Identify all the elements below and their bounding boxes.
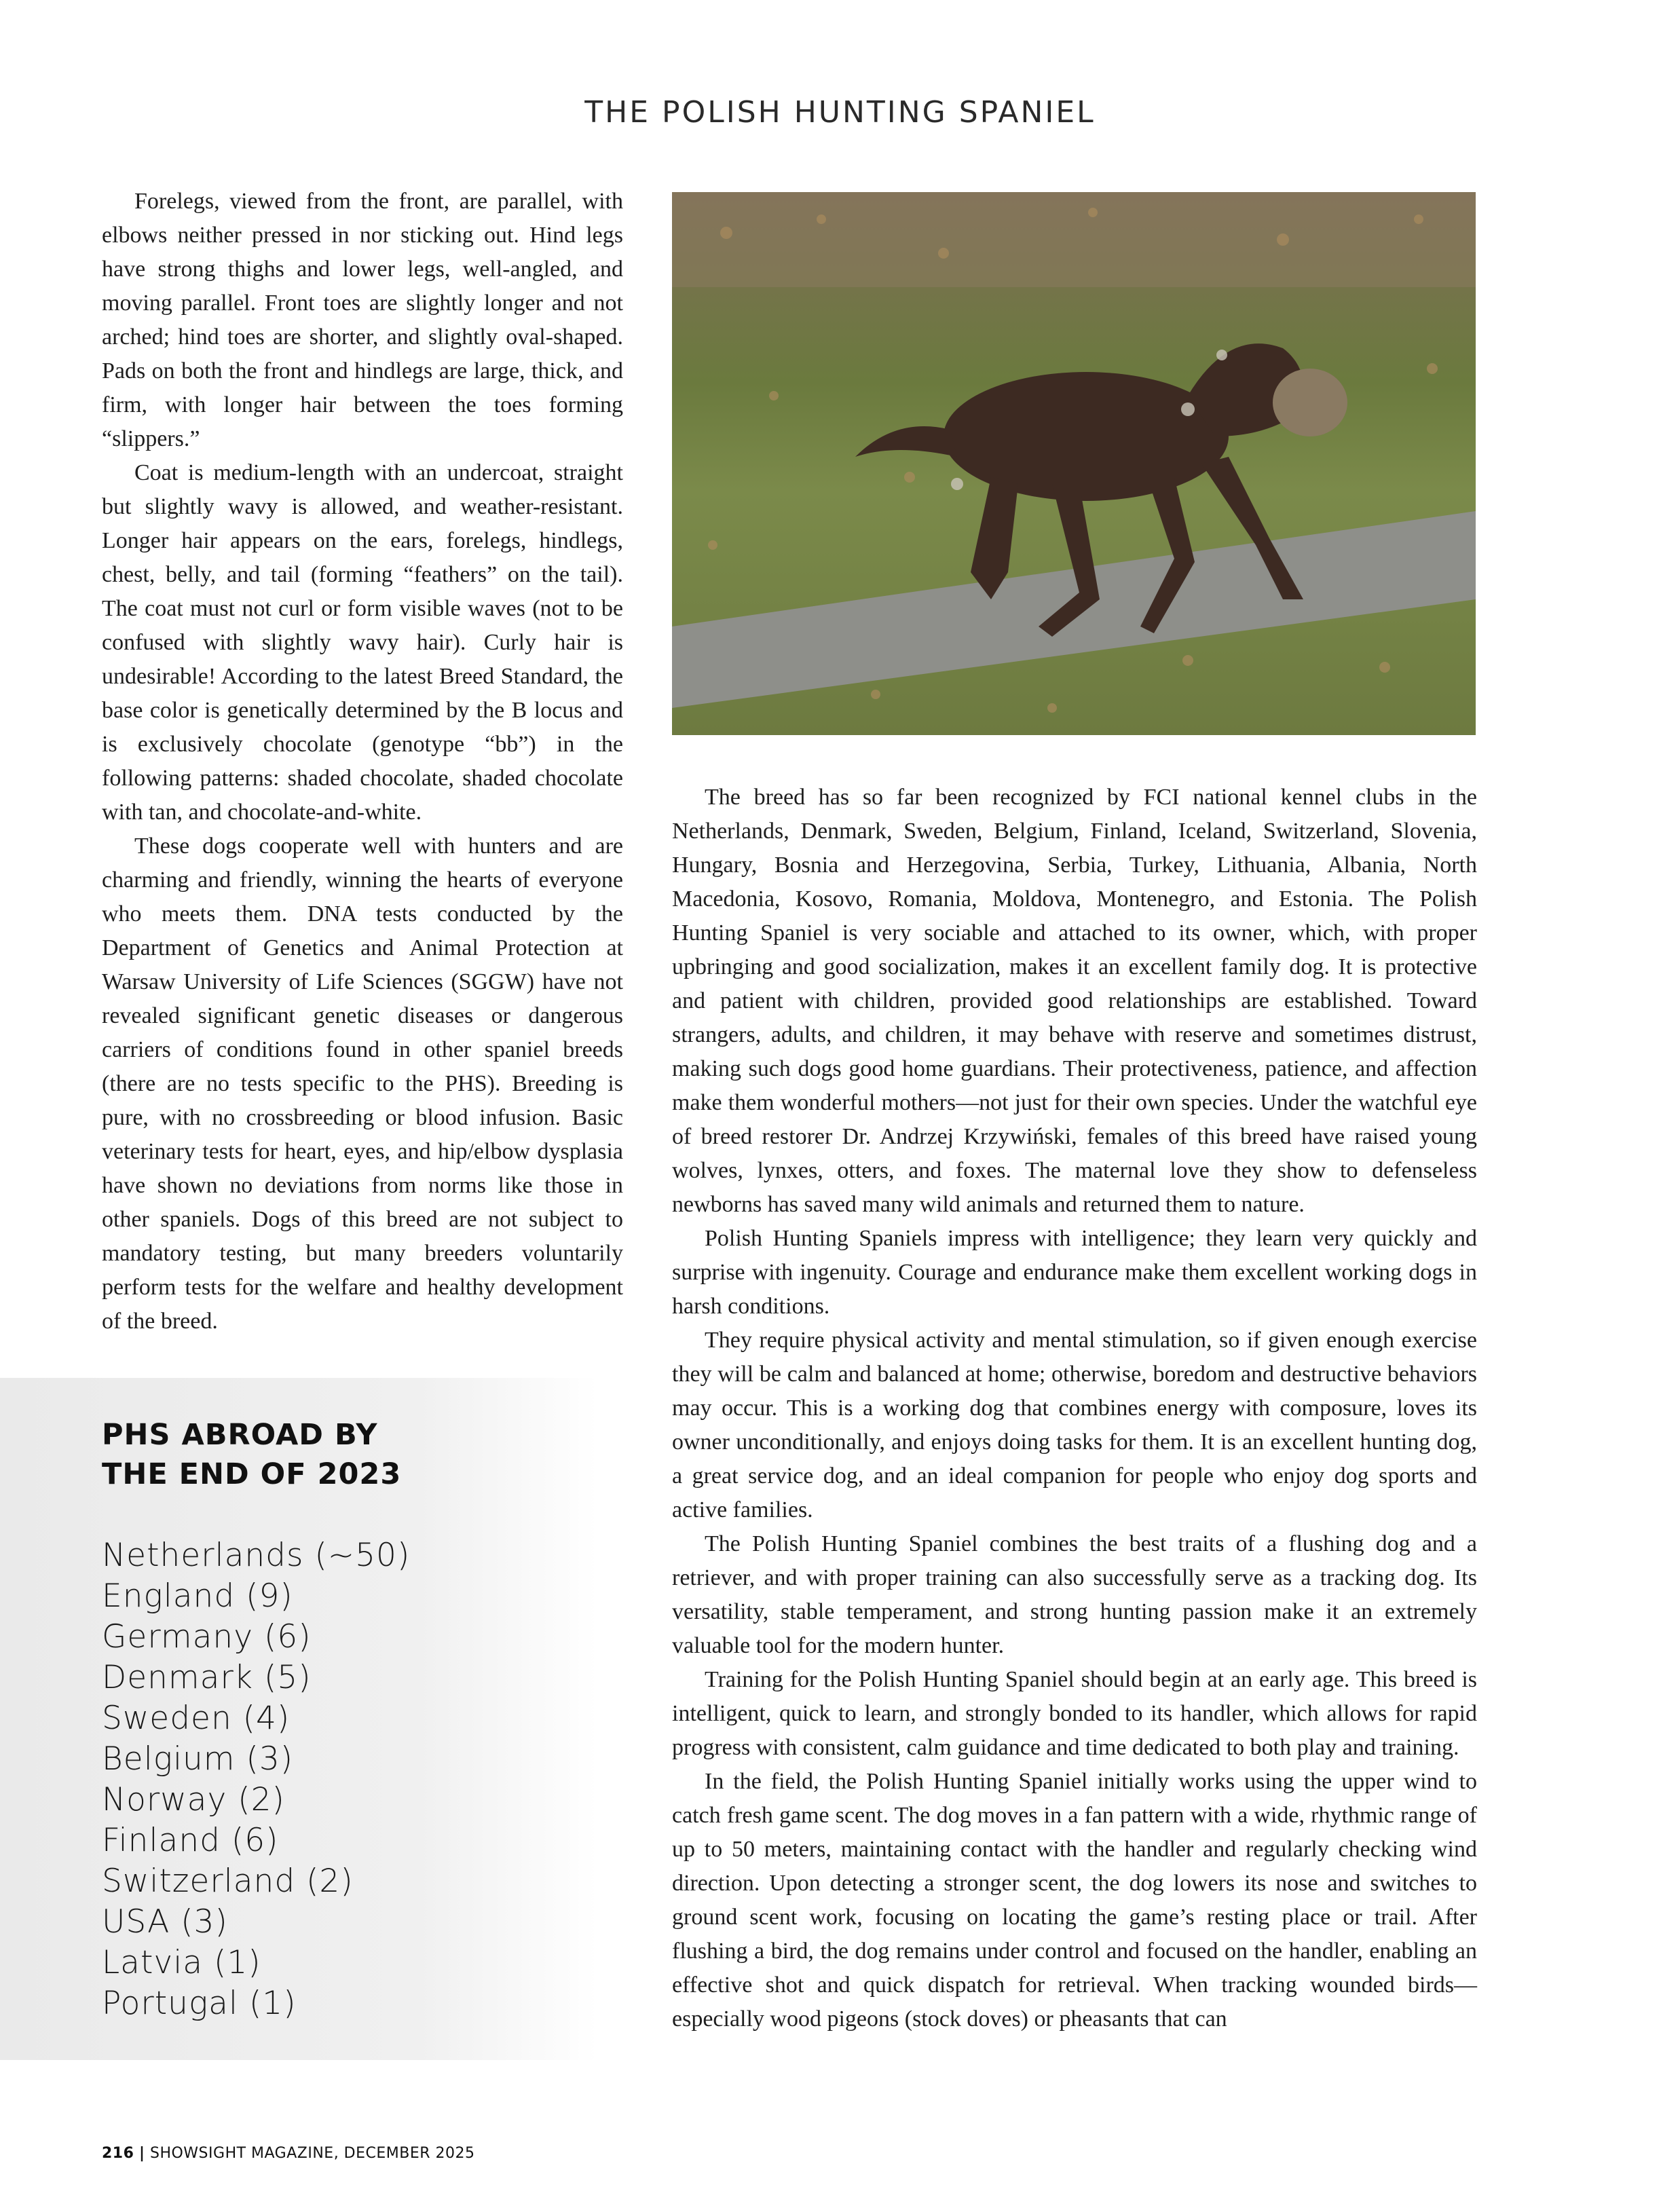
dog-photo	[672, 192, 1476, 735]
paragraph: Training for the Polish Hunting Spaniel should begin at an early age. This breed is intelligent, quick to learn, and strongly bonded to its handler, which allows for rapid progress with consistent, calm guidance and time dedicated to both play and training.	[672, 1667, 1477, 1760]
paragraph: Forelegs, viewed from the front, are parallel, with elbows neither pressed in nor sticking out. Hind legs have strong thighs and lower legs, well-angled, and moving parallel. Front toes are slightly longer and not arched; hind toes are shorter, and slightly oval-shaped. Pads on both the front and hindlegs are large, thick, and firm, with longer hair between the toes forming “slippers.”	[102, 189, 623, 451]
paragraph: The Polish Hunting Spaniel combines the best traits of a flushing dog and a retriever, and with proper training can also successfully serve as a tracking dog. Its versatility, stable temperament, and strong hunting passion make it an extremely valuable tool for the modern hunter.	[672, 1531, 1477, 1658]
paragraph: Polish Hunting Spaniels impress with intelligence; they learn very quickly and surprise with ingenuity. Courage and endurance make them excellent working dogs in harsh conditions.	[672, 1226, 1477, 1319]
right-column	[672, 781, 1477, 2036]
running-head: THE POLISH HUNTING SPANIEL	[584, 95, 1096, 130]
paragraph: The breed has so far been recognized by FCI national kennel clubs in the Netherlands, Denmark, Sweden, Belgium, Finland, Iceland, Switzerland, Slovenia, Hungary, Bosnia and Herzegovina, Serbia, Turkey, Lithuania, Albania, North Macedonia, Kosovo, Romania, Moldova, Montenegro, and Estonia. The Polish Hunting Spaniel is very sociable and attached to its owner, which, with proper upbringing and good socialization, makes it an excellent family dog. It is protective and patient with children, provided good relationships are established. Toward strangers, adults, and children, it may behave with reserve and sometimes distrust, making such dogs good home guardians. Their protectiveness, patience, and affection make them wonderful mothers—not just for their own species. Under the watchful eye of breed restorer Dr. Andrzej Krzywiński, females of this breed have raised young wolves, lynxes, otters, and foxes. The maternal love they show to defenseless newborns has saved many wild animals and returned them to nature.	[672, 785, 1477, 1217]
list-item: Latvia (1)	[102, 1944, 261, 1981]
publication-line: SHOWSIGHT MAGAZINE, DECEMBER 2025	[149, 2145, 475, 2162]
left-column	[102, 185, 623, 1339]
page-footer	[102, 2145, 475, 2162]
paragraph: In the field, the Polish Hunting Spaniel initially works using the upper wind to catch fresh game scent. The dog moves in a fan pattern with a wide, rhythmic range of up to 50 meters, maintaining contact with the handler and regularly checking wind direction. Upon detecting a stronger scent, the dog lowers its nose and switches to ground scent work, focusing on locating the game’s resting place or trail. After flushing a bird, the dog remains under control and focused on the handler, enabling an effective shot and quick dispatch for retrieval. When tracking wounded birds—especially wood pigeons (stock doves) or pheasants that can	[672, 1769, 1477, 2032]
sidebar-title-line: THE END OF 2023	[102, 1457, 402, 1491]
country-list	[102, 1535, 410, 2024]
list-item: Finland (6)	[102, 1822, 279, 1859]
list-item: Denmark (5)	[102, 1659, 312, 1696]
paragraph: Coat is medium-length with an undercoat, straight but slightly wavy is allowed, and weather-resistant. Longer hair appears on the ears, forelegs, hindlegs, chest, belly, and tail (forming “feathers” on the tail). The coat must not curl or form visible waves (not to be confused with slightly wavy hair). Curly hair is undesirable! According to the latest Breed Standard, the base color is genetically determined by the B locus and is exclusively chocolate (genotype “bb”) in the following patterns: shaded chocolate, shaded chocolate with tan, and chocolate-and-white.	[102, 460, 623, 825]
sidebar-title	[102, 1415, 536, 1494]
list-item: Switzerland (2)	[102, 1863, 354, 1900]
list-item: Portugal (1)	[102, 1985, 297, 2022]
sidebar-title-line: PHS ABROAD BY	[102, 1418, 378, 1452]
paragraph: These dogs cooperate well with hunters and are charming and friendly, winning the hearts of everyone who meets them. DNA tests conducted by the Department of Genetics and Animal Protection at Warsaw University of Life Sciences (SGGW) have not revealed significant genetic diseases or dangerous carriers of conditions found in other spaniel breeds (there are no tests specific to the PHS). Breeding is pure, with no crossbreeding or blood infusion. Basic veterinary tests for heart, eyes, and hip/elbow dysplasia have shown no deviations from norms like those in other spaniels. Dogs of this breed are not subject to mandatory testing, but many breeders voluntarily perform tests for the welfare and healthy development of the breed.	[102, 834, 623, 1334]
list-item: Norway (2)	[102, 1781, 285, 1818]
list-item: Belgium (3)	[102, 1740, 294, 1778]
footer-separator: |	[138, 2145, 145, 2162]
list-item: Germany (6)	[102, 1618, 312, 1655]
list-item: USA (3)	[102, 1903, 228, 1941]
page-number: 216	[102, 2145, 134, 2162]
paragraph: They require physical activity and mental stimulation, so if given enough exercise they will be calm and balanced at home; otherwise, boredom and destructive behaviors may occur. This is a working dog that combines energy with composure, loves its owner unconditionally, and enjoys doing tasks for them. It is an excellent hunting dog, a great service dog, and an ideal companion for people who enjoy dog sports and active families.	[672, 1328, 1477, 1522]
list-item: Netherlands (~50)	[102, 1537, 411, 1574]
list-item: Sweden (4)	[102, 1700, 291, 1737]
list-item: England (9)	[102, 1577, 293, 1615]
